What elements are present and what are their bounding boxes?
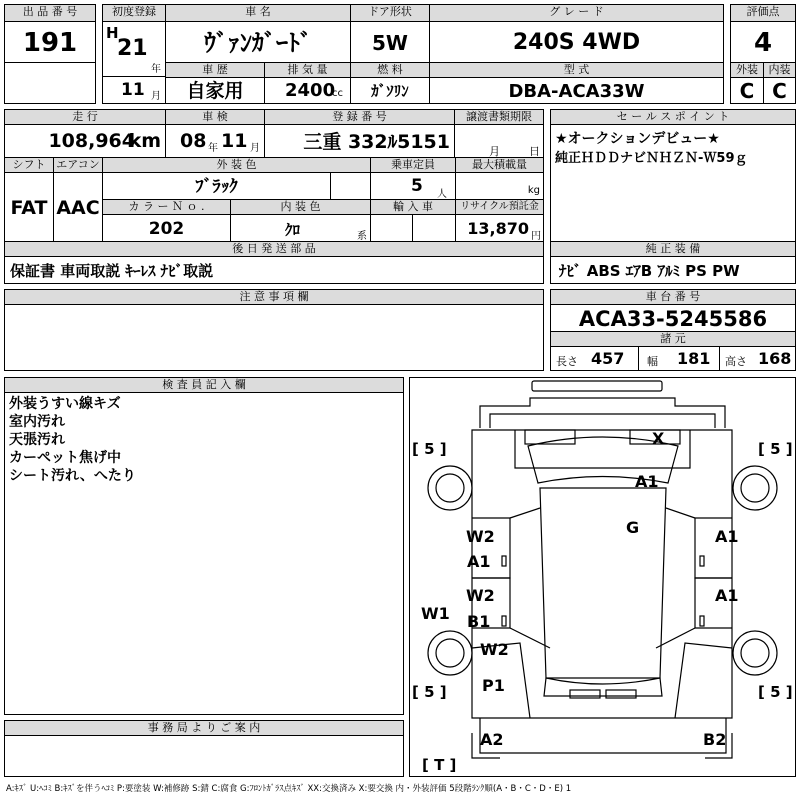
transfer-month-unit: 月 <box>489 145 500 158</box>
damage-right-rear-door: A1 <box>715 586 739 605</box>
length: 457 <box>591 349 625 368</box>
ac: AAC <box>53 172 103 242</box>
mileage-unit: km <box>128 130 161 152</box>
plate-label: 登 録 番 号 <box>264 109 455 125</box>
damage-left-front-door-bottom: A1 <box>467 552 491 571</box>
car-diagram-drawing <box>410 378 796 777</box>
damage-hood: A1 <box>635 472 659 491</box>
sales-line-2: 純正ＨＤＤナビＮＨＺＮ-Ｗ59ｇ <box>555 151 748 166</box>
chassis-label: 車 台 番 号 <box>550 289 796 305</box>
transfer-day-unit: 日 <box>529 145 540 158</box>
sales-points <box>550 124 796 242</box>
inspector-line: 室内汚れ <box>9 414 65 430</box>
capacity-unit: 人 <box>437 189 447 200</box>
load-cell <box>455 172 544 200</box>
legend: A:ｷｽﾞ U:ﾍｺﾐ B:ｷｽﾞを伴うﾍｺﾐ P:要塗装 W:補修跡 S:錆 C:腐食 G:ﾌﾛﾝﾄｶﾞﾗｽ点ｷｽﾞ XX:交換済み X:要交換 内・外装評価 5段階ﾗﾝｸ順(A・B・C・D・E) 1 <box>6 784 572 794</box>
spec-length-cell <box>550 346 639 371</box>
spec-height-cell <box>719 346 796 371</box>
load-unit: kg <box>527 185 540 196</box>
notes-area <box>4 304 544 371</box>
displacement-cell <box>264 77 351 104</box>
inspector-notes <box>4 392 404 715</box>
damage-windshield: X <box>652 429 665 448</box>
color-no-label: カ ラ ー Ｎ ｏ . <box>102 199 231 215</box>
spec-label: 諸 元 <box>550 331 796 347</box>
chassis-number: ACA33-5245586 <box>550 304 796 332</box>
first-reg-cell <box>102 21 166 77</box>
damage-right-front-door: A1 <box>715 527 739 546</box>
era-letter: H <box>106 24 119 42</box>
load-label: 最大積載量 <box>455 157 544 173</box>
history-label: 車 歴 <box>165 62 265 78</box>
damage-roof: G <box>626 518 640 537</box>
import-label: 輸 入 車 <box>370 199 456 215</box>
model: DBA-ACA33W <box>429 77 724 104</box>
capacity-cell <box>370 172 456 200</box>
fuel: ｶﾞｿﾘﾝ <box>350 77 430 104</box>
first-reg-year: 21 <box>117 36 148 61</box>
mileage-label: 走 行 <box>4 109 166 125</box>
lot-no: 191 <box>4 21 96 63</box>
length-label: 長さ <box>556 355 578 368</box>
int-color-cell <box>230 214 371 242</box>
recycle: 13,870 <box>467 219 529 238</box>
tire-fr: [ 5 ] <box>758 440 793 458</box>
recycle-unit: 円 <box>531 231 541 242</box>
grade: 240S 4WD <box>429 21 724 63</box>
inspection-cell <box>165 124 265 158</box>
model-label: 型 式 <box>429 62 724 78</box>
car-name: ｳﾞｧﾝｶﾞｰﾄﾞ <box>165 21 351 63</box>
mileage: 108,964 <box>48 130 135 152</box>
later-parts-label: 後 日 発 送 部 品 <box>4 241 544 257</box>
car-name-label: 車 名 <box>165 4 351 22</box>
lot-no-blank <box>4 62 96 104</box>
import-cell-b <box>412 214 456 242</box>
int-color-unit: 系 <box>357 231 367 242</box>
damage-left-rear-door-bottom: B1 <box>467 612 491 631</box>
inspection-label: 車 検 <box>165 109 265 125</box>
damage-rear-left-lamp: P1 <box>482 676 505 695</box>
int-color: ｸﾛ <box>285 221 301 239</box>
capacity-label: 乗車定員 <box>370 157 456 173</box>
first-reg-month-cell <box>102 76 166 104</box>
tire-fl: [ 5 ] <box>412 440 447 458</box>
int-color-label: 内 装 色 <box>230 199 371 215</box>
door-label: ドア形状 <box>350 4 430 22</box>
inspection-month-unit: 月 <box>250 143 260 154</box>
ext-color-extra <box>330 172 371 200</box>
damage-rear-bumper-left: A2 <box>480 730 504 749</box>
color-no: 202 <box>102 214 231 242</box>
import-cell-a <box>370 214 413 242</box>
year-unit: 年 <box>151 64 161 75</box>
car-diagram <box>409 377 796 777</box>
office-label: 事 務 局 よ り ご 案 内 <box>4 720 404 736</box>
inspector-line: シート汚れ、へたり <box>9 468 136 484</box>
inspector-line: 外装うすい線キズ <box>9 396 121 412</box>
ext-color: ﾌﾞﾗｯｸ <box>102 172 331 200</box>
damage-left-front-door-top: W2 <box>466 527 495 546</box>
damage-rear-bumper-right: B2 <box>703 730 727 749</box>
equipment-label: 純 正 装 備 <box>550 241 796 257</box>
office-area <box>4 735 404 777</box>
damage-left-quarter: W2 <box>480 640 509 659</box>
inspection-year: 08 <box>180 130 207 152</box>
spare-tire: [ T ] <box>422 756 457 774</box>
displacement-unit: cc <box>332 88 343 99</box>
first-reg-month: 11 <box>121 80 145 100</box>
recycle-cell <box>455 214 544 242</box>
ac-label: エアコン <box>53 157 103 173</box>
interior-label: 内装 <box>763 62 796 78</box>
inspection-month: 11 <box>221 130 248 152</box>
history: 自家用 <box>165 77 265 104</box>
notes-label: 注 意 事 項 欄 <box>4 289 544 305</box>
height-label: 高さ <box>725 355 747 368</box>
grade-label: グ レ ー ド <box>429 4 724 22</box>
inspection-year-unit: 年 <box>208 143 218 154</box>
tire-rl: [ 5 ] <box>412 683 447 701</box>
plate-number: 三重 332ﾙ5151 <box>264 124 455 158</box>
exterior-grade: C <box>730 77 764 104</box>
month-unit: 月 <box>151 91 161 102</box>
sales-line-1: ★オークションデビュー★ <box>555 131 720 147</box>
interior-grade: C <box>763 77 796 104</box>
damage-left-rear-door-top: W2 <box>466 586 495 605</box>
mileage-cell <box>4 124 166 158</box>
transfer-cell <box>454 124 544 158</box>
sales-label: セ ー ル ス ポ イ ン ト <box>550 109 796 125</box>
tire-rr: [ 5 ] <box>758 683 793 701</box>
recycle-label: リサイクル預託金 <box>455 199 544 215</box>
first-reg-label: 初度登録 <box>102 4 166 22</box>
width: 181 <box>677 349 711 368</box>
later-parts: 保証書 車両取説 ｷｰﾚｽ ﾅﾋﾞ取説 <box>4 256 544 284</box>
displacement: 2400 <box>285 80 336 101</box>
capacity: 5 <box>411 176 423 196</box>
shift-label: シフト <box>4 157 54 173</box>
height: 168 <box>758 349 792 368</box>
score-label: 評価点 <box>730 4 796 22</box>
inspector-line: 天張汚れ <box>9 432 65 448</box>
door-type: 5W <box>350 21 430 63</box>
fuel-label: 燃 料 <box>350 62 430 78</box>
score: 4 <box>730 21 796 63</box>
shift: FAT <box>4 172 54 242</box>
equipment: ﾅﾋﾞ ABS ｴｱB ｱﾙﾐ PS PW <box>550 256 796 284</box>
width-label: 幅 <box>647 355 658 368</box>
lot-no-label: 出 品 番 号 <box>4 4 96 22</box>
exterior-label: 外装 <box>730 62 764 78</box>
damage-left-sill: W1 <box>421 604 450 623</box>
transfer-label: 譲渡書類期限 <box>454 109 544 125</box>
ext-color-label: 外 装 色 <box>102 157 371 173</box>
spec-width-cell <box>638 346 720 371</box>
displacement-label: 排 気 量 <box>264 62 351 78</box>
inspector-line: カーペット焦げ中 <box>9 450 121 466</box>
inspector-label: 検 査 員 記 入 欄 <box>4 377 404 393</box>
